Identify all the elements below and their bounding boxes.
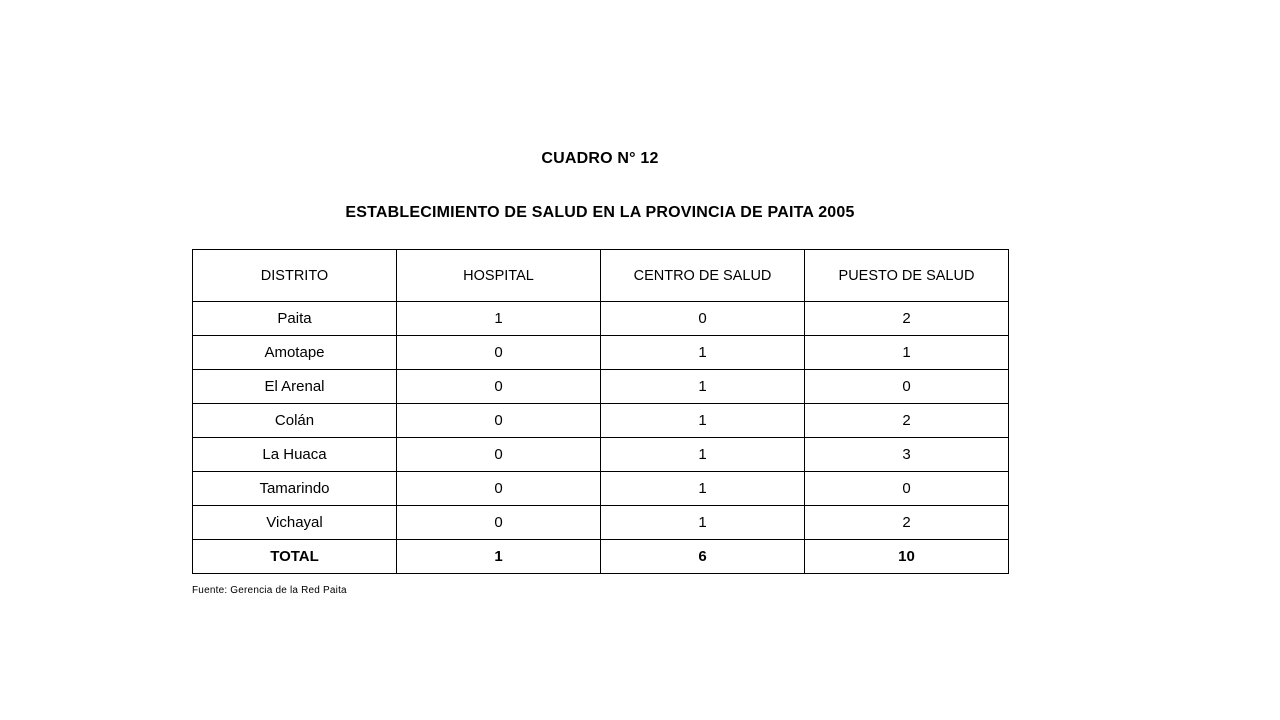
cell-centro-de-salud: 1 [601, 506, 805, 540]
total-label: TOTAL [193, 540, 397, 574]
header-hospital: HOSPITAL [397, 250, 601, 302]
header-distrito: DISTRITO [193, 250, 397, 302]
cell-hospital: 0 [397, 404, 601, 438]
cell-puesto-de-salud: 1 [805, 336, 1009, 370]
header-puesto-de-salud: PUESTO DE SALUD [805, 250, 1009, 302]
table-row [193, 336, 1009, 370]
table-row [193, 370, 1009, 404]
cell-distrito: El Arenal [193, 370, 397, 404]
cell-distrito: La Huaca [193, 438, 397, 472]
table-row [193, 506, 1009, 540]
table-caption-number: CUADRO N° 12 [541, 150, 659, 167]
table-row [193, 404, 1009, 438]
health-facilities-table [192, 249, 1009, 574]
cell-puesto-de-salud: 2 [805, 404, 1009, 438]
cell-puesto-de-salud: 2 [805, 302, 1009, 336]
cell-hospital: 0 [397, 472, 601, 506]
cell-puesto-de-salud: 2 [805, 506, 1009, 540]
table-header-row [193, 250, 1009, 302]
total-hospital: 1 [397, 540, 601, 574]
cell-distrito: Vichayal [193, 506, 397, 540]
cell-centro-de-salud: 1 [601, 438, 805, 472]
table-row [193, 438, 1009, 472]
cell-puesto-de-salud: 3 [805, 438, 1009, 472]
cell-distrito: Amotape [193, 336, 397, 370]
table-total-row [193, 540, 1009, 574]
cell-hospital: 0 [397, 336, 601, 370]
cell-hospital: 0 [397, 438, 601, 472]
cell-puesto-de-salud: 0 [805, 472, 1009, 506]
table-source-note: Fuente: Gerencia de la Red Paita [192, 585, 347, 596]
table-row [193, 472, 1009, 506]
total-puesto-de-salud: 10 [805, 540, 1009, 574]
cell-centro-de-salud: 1 [601, 472, 805, 506]
cell-hospital: 0 [397, 506, 601, 540]
cell-distrito: Paita [193, 302, 397, 336]
cell-hospital: 0 [397, 370, 601, 404]
cell-distrito: Tamarindo [193, 472, 397, 506]
total-centro-de-salud: 6 [601, 540, 805, 574]
cell-puesto-de-salud: 0 [805, 370, 1009, 404]
header-centro-de-salud: CENTRO DE SALUD [601, 250, 805, 302]
cell-distrito: Colán [193, 404, 397, 438]
cell-centro-de-salud: 0 [601, 302, 805, 336]
table-row [193, 302, 1009, 336]
cell-centro-de-salud: 1 [601, 370, 805, 404]
table-caption-title: ESTABLECIMIENTO DE SALUD EN LA PROVINCIA DE PAITA 2005 [345, 204, 855, 221]
cell-centro-de-salud: 1 [601, 404, 805, 438]
cell-centro-de-salud: 1 [601, 336, 805, 370]
cell-hospital: 1 [397, 302, 601, 336]
